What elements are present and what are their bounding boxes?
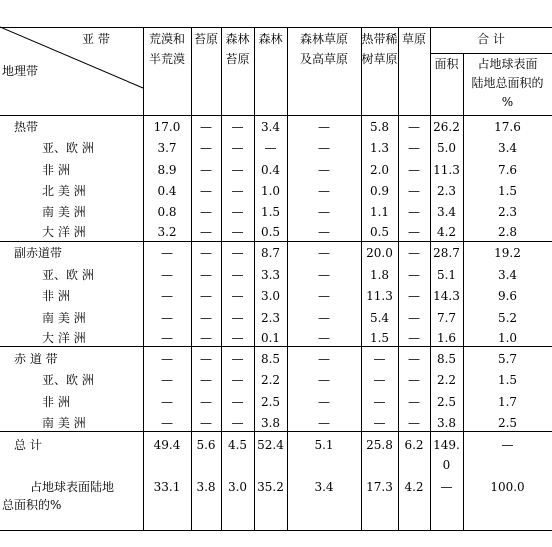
table-cell: — <box>231 331 244 345</box>
table-cell: 9.6 <box>497 289 518 303</box>
header-column-label: 苔原 <box>193 32 218 46</box>
row-sublabel: 大 洋 洲 <box>42 225 86 239</box>
table-cell: — <box>408 163 420 177</box>
table-cell: 2.3 <box>497 205 518 219</box>
row-sublabel: 亚、欧 洲 <box>42 141 94 155</box>
table-cell: 7.6 <box>497 163 518 177</box>
table-cell: 3.4 <box>497 141 518 155</box>
table-cell: — <box>231 225 244 239</box>
table-cell: 0.4 <box>157 184 177 198</box>
row-sublabel: 非 洲 <box>42 289 70 303</box>
table-cell: — <box>408 225 420 239</box>
table-cell: — <box>318 246 330 260</box>
total-row-label: 总 计 <box>14 438 42 452</box>
table-cell: — <box>200 205 212 219</box>
header-total-area-label: 面积 <box>434 57 459 71</box>
table-cell: — <box>408 395 420 409</box>
percent-row-cell: 3.0 <box>227 480 248 494</box>
table-cell: 3.8 <box>260 416 281 430</box>
total-row-area-overflow: 0 <box>442 458 451 472</box>
row-sublabel: 非 洲 <box>42 395 70 409</box>
table-cell: 3.8 <box>436 416 457 430</box>
header-corner-diagonal <box>0 27 143 88</box>
table-cell: 0.1 <box>260 331 281 345</box>
header-corner-geozone-label: 地理带 <box>2 64 39 78</box>
table-cell: 2.3 <box>260 311 281 325</box>
table-cell: — <box>200 352 212 366</box>
total-row-cell: 25.8 <box>366 438 393 452</box>
table-cell: 2.0 <box>369 163 390 177</box>
percent-row-cell: 3.4 <box>314 480 334 494</box>
header-total-percent-label: 陆地总面积的 <box>471 76 544 90</box>
header-total-percent-label: 占地球表面 <box>477 57 538 71</box>
table-cell: 3.4 <box>436 205 457 219</box>
table-cell: 2.5 <box>260 395 281 409</box>
table-cell: 0.4 <box>260 163 281 177</box>
table-cell: — <box>161 289 173 303</box>
table-cell: — <box>161 352 173 366</box>
header-column-label-line2: 苔原 <box>225 52 250 66</box>
table-cell: — <box>161 331 173 345</box>
table-cell: — <box>200 184 212 198</box>
row-sublabel: 南 美 洲 <box>42 311 86 325</box>
table-cell: — <box>408 184 420 198</box>
total-row-cell: 4.5 <box>227 438 248 452</box>
table-cell: 14.3 <box>433 289 460 303</box>
table-cell: 1.0 <box>497 331 518 345</box>
table-cell: — <box>318 331 330 345</box>
table-cell: — <box>264 141 277 155</box>
table-cell: — <box>318 289 330 303</box>
row-sublabel: 亚、欧 洲 <box>42 373 94 387</box>
table-cell: — <box>318 163 330 177</box>
table-cell: 5.8 <box>369 120 390 134</box>
table-cell: 1.3 <box>369 141 390 155</box>
header-column-label-line2: 半荒漠 <box>148 52 185 66</box>
header-column-label-line2: 树草原 <box>361 52 398 66</box>
percent-row-cell: 35.2 <box>257 480 284 494</box>
table-cell: 5.4 <box>369 311 390 325</box>
percent-row-cell: 4.2 <box>404 480 424 494</box>
table-cell: — <box>318 268 330 282</box>
row-sublabel: 亚、欧 洲 <box>42 268 94 282</box>
table-cell: — <box>161 416 173 430</box>
table-cell: — <box>318 205 330 219</box>
table-cell: 0.9 <box>369 184 390 198</box>
table-cell: 1.7 <box>497 395 518 409</box>
table-cell: — <box>161 373 173 387</box>
table-cell: 1.6 <box>436 331 457 345</box>
table-cell: — <box>373 395 386 409</box>
table-cell: — <box>318 141 330 155</box>
table-cell: — <box>231 289 244 303</box>
table-cell: — <box>373 416 386 430</box>
header-corner-subzone-label: 亚 带 <box>82 32 110 46</box>
table-cell: 4.2 <box>436 225 457 239</box>
percent-row-cell: — <box>440 480 453 494</box>
table-cell: — <box>231 120 244 134</box>
table-cell: — <box>200 163 212 177</box>
table-cell: — <box>200 246 212 260</box>
header-column-label: 草原 <box>401 32 426 46</box>
percent-row-label: 占地球表面陆地 <box>30 480 115 494</box>
table-cell: 0.5 <box>260 225 281 239</box>
table-cell: — <box>231 141 244 155</box>
table-cell: 8.5 <box>260 352 281 366</box>
table-cell: 2.5 <box>436 395 457 409</box>
table-cell: — <box>408 141 420 155</box>
table-cell: 2.3 <box>436 184 457 198</box>
table-cell: 28.7 <box>433 246 460 260</box>
table-cell: 3.3 <box>260 268 281 282</box>
table-cell: 1.0 <box>260 184 281 198</box>
percent-row-cell: 100.0 <box>490 480 525 494</box>
table-cell: 26.2 <box>433 120 460 134</box>
row-zone-label: 赤 道 带 <box>14 352 58 366</box>
table-cell: — <box>200 120 212 134</box>
table-cell: — <box>231 311 244 325</box>
header-column-label: 荒漠和 <box>148 32 185 46</box>
table-cell: — <box>200 373 212 387</box>
header-column-label: 森林 <box>258 32 283 46</box>
table-cell: 3.4 <box>497 268 518 282</box>
table-cell: — <box>408 289 420 303</box>
header-total-group-label: 合 计 <box>477 32 505 46</box>
table-cell: 5.0 <box>436 141 457 155</box>
table-cell: 3.7 <box>157 141 177 155</box>
table-cell: 2.2 <box>260 373 281 387</box>
table-cell: 2.8 <box>497 225 518 239</box>
table-cell: 11.3 <box>433 163 460 177</box>
table-cell: — <box>231 163 244 177</box>
table-cell: — <box>161 311 173 325</box>
header-column-label: 热带稀 <box>361 32 398 46</box>
table-cell: — <box>318 395 330 409</box>
table-cell: 3.2 <box>157 225 177 239</box>
table-cell: — <box>318 120 330 134</box>
table-cell: — <box>408 120 420 134</box>
table-cell: 5.1 <box>436 268 457 282</box>
table-cell: — <box>231 352 244 366</box>
table-cell: 3.4 <box>260 120 281 134</box>
header-column-label: 森林草原 <box>299 32 348 46</box>
table-cell: — <box>231 246 244 260</box>
table-cell: 1.5 <box>497 373 518 387</box>
total-row-cell: 5.6 <box>196 438 216 452</box>
table-cell: — <box>373 352 386 366</box>
table-cell: 1.5 <box>497 184 518 198</box>
table-cell: — <box>231 268 244 282</box>
table-cell: — <box>200 395 212 409</box>
table-cell: — <box>318 311 330 325</box>
total-row-cell: 6.2 <box>404 438 424 452</box>
header-total-percent-label: % <box>501 95 514 109</box>
table-cell: 1.1 <box>369 205 390 219</box>
table-cell: — <box>161 395 173 409</box>
row-sublabel: 南 美 洲 <box>42 416 86 430</box>
table-cell: 8.7 <box>260 246 281 260</box>
table-cell: — <box>231 205 244 219</box>
table-cell: — <box>231 416 244 430</box>
table-cell: 7.7 <box>436 311 457 325</box>
table-cell: 17.6 <box>494 120 521 134</box>
table-cell: — <box>408 246 420 260</box>
table-cell: 0.5 <box>369 225 390 239</box>
table-cell: 8.5 <box>436 352 457 366</box>
table-cell: — <box>200 141 212 155</box>
total-row-cell: 49.4 <box>153 438 181 452</box>
table-cell: — <box>200 268 212 282</box>
table-cell: 20.0 <box>366 246 393 260</box>
row-sublabel: 大 洋 洲 <box>42 331 86 345</box>
table-cell: 19.2 <box>494 246 521 260</box>
table-cell: 5.2 <box>497 311 518 325</box>
table-cell: — <box>200 416 212 430</box>
table-cell: — <box>231 184 244 198</box>
table-cell: — <box>408 331 420 345</box>
total-row-cell: 52.4 <box>257 438 284 452</box>
table-cell: — <box>318 225 330 239</box>
table-cell: — <box>408 205 420 219</box>
row-sublabel: 南 美 洲 <box>42 205 86 219</box>
table-cell: — <box>318 373 330 387</box>
percent-row-label-line2: 总面积的% <box>2 498 62 512</box>
table-cell: 1.8 <box>369 268 390 282</box>
table-cell: — <box>200 289 212 303</box>
table-cell: 1.5 <box>369 331 390 345</box>
table-cell: — <box>408 352 420 366</box>
table-cell: 8.9 <box>157 163 177 177</box>
table-cell: 2.5 <box>497 416 518 430</box>
total-row-cell: 149. <box>433 438 460 452</box>
table-cell: — <box>200 311 212 325</box>
table-cell: — <box>408 373 420 387</box>
table-cell: — <box>161 246 173 260</box>
table-cell: — <box>200 331 212 345</box>
table-cell: — <box>231 373 244 387</box>
table-cell: — <box>373 373 386 387</box>
table-cell: — <box>161 268 173 282</box>
table-cell: — <box>318 184 330 198</box>
percent-row-cell: 17.3 <box>366 480 393 494</box>
table-cell: — <box>318 416 330 430</box>
row-zone-label: 副赤道带 <box>14 246 63 260</box>
table-cell: — <box>408 311 420 325</box>
table-cell: 17.0 <box>153 120 181 134</box>
row-sublabel: 北 美 洲 <box>42 184 86 198</box>
table-cell: — <box>408 416 420 430</box>
table-cell: 11.3 <box>366 289 393 303</box>
percent-row-cell: 33.1 <box>153 480 181 494</box>
total-row-cell: — <box>501 438 514 452</box>
header-column-label-line2: 及高草原 <box>299 52 348 66</box>
table-cell: 5.7 <box>497 352 518 366</box>
table-cell: 1.5 <box>260 205 281 219</box>
total-row-cell: 5.1 <box>314 438 334 452</box>
table-cell: — <box>408 268 420 282</box>
table-cell: 3.0 <box>260 289 281 303</box>
table-cell: 2.2 <box>436 373 457 387</box>
table-cell: — <box>318 352 330 366</box>
table-cell: — <box>231 395 244 409</box>
table-cell: 0.8 <box>157 205 177 219</box>
percent-row-cell: 3.8 <box>196 480 216 494</box>
table-cell: — <box>200 225 212 239</box>
header-column-label: 森林 <box>225 32 250 46</box>
row-sublabel: 非 洲 <box>42 163 70 177</box>
row-zone-label: 热带 <box>14 120 39 134</box>
